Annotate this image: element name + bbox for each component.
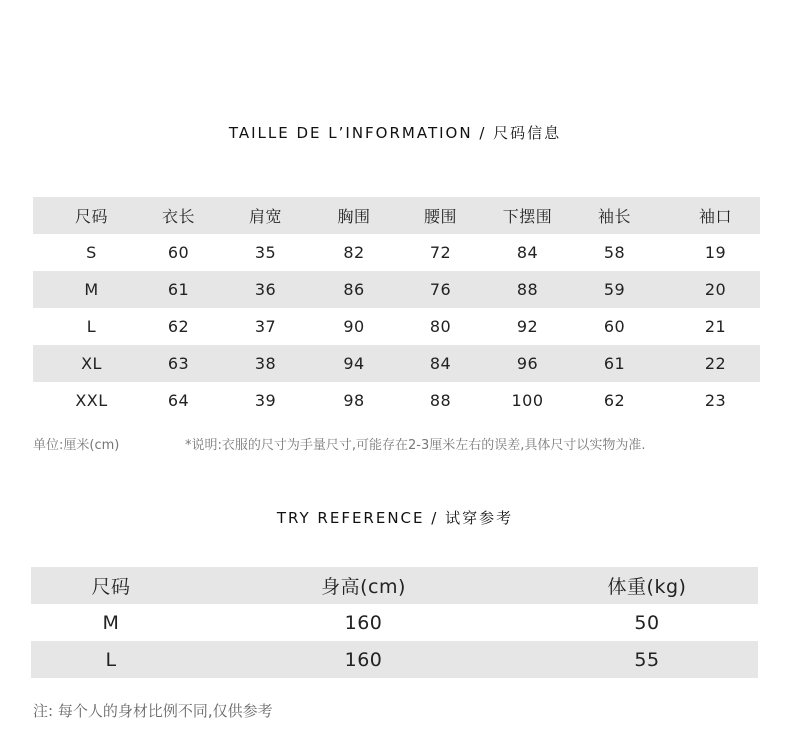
table-cell: 61 xyxy=(167,280,190,299)
table-row xyxy=(33,345,760,382)
table-cell: L xyxy=(86,317,97,336)
table-cell: 76 xyxy=(429,280,452,299)
header-hem: 下摆围 xyxy=(502,207,553,226)
header-size: 尺码 xyxy=(91,576,131,598)
size-table-header-row xyxy=(33,197,760,234)
table-cell: 61 xyxy=(603,354,626,373)
table-cell: 20 xyxy=(704,280,727,299)
table-cell: 84 xyxy=(429,354,452,373)
table-cell: 55 xyxy=(634,648,660,671)
table-cell: 62 xyxy=(167,317,190,336)
table-cell: 84 xyxy=(516,243,539,262)
header-shoulder: 肩宽 xyxy=(248,207,282,226)
table-cell: 72 xyxy=(429,243,452,262)
table-cell: XL xyxy=(81,354,102,373)
header-height: 身高(cm) xyxy=(321,576,406,598)
table-cell: M xyxy=(84,280,99,299)
header-length: 衣长 xyxy=(161,207,195,226)
try-reference-title: TRY REFERENCE / 试穿参考 xyxy=(276,509,514,527)
table-row xyxy=(31,604,758,641)
table-cell: 82 xyxy=(343,243,365,262)
header-cuff: 袖口 xyxy=(698,207,732,226)
table-cell: XXL xyxy=(75,391,108,410)
table-cell: 160 xyxy=(344,611,383,634)
table-cell: 96 xyxy=(516,354,539,373)
table-cell: 23 xyxy=(704,391,727,410)
table-cell: 64 xyxy=(167,391,190,410)
table-cell: 60 xyxy=(167,243,190,262)
table-cell: 160 xyxy=(344,648,383,671)
table-cell: 37 xyxy=(254,317,277,336)
table-cell: 22 xyxy=(704,354,727,373)
try-table-header-row xyxy=(31,567,758,604)
table-row xyxy=(33,234,760,271)
table-cell: 35 xyxy=(254,243,277,262)
table-cell: 92 xyxy=(516,317,539,336)
header-weight: 体重(kg) xyxy=(607,576,687,598)
measurement-disclaimer: *说明:衣服的尺寸为手量尺寸,可能存在2-3厘米左右的误差,具体尺寸以实物为准. xyxy=(185,438,646,453)
table-cell: 98 xyxy=(343,391,365,410)
try-reference-table xyxy=(31,567,758,678)
table-cell: 88 xyxy=(429,391,452,410)
header-chest: 胸围 xyxy=(337,207,371,226)
header-size: 尺码 xyxy=(74,207,108,226)
table-cell: 36 xyxy=(254,280,277,299)
fit-footnote: 注: 每个人的身材比例不同,仅供参考 xyxy=(33,702,273,720)
table-cell: M xyxy=(102,611,120,634)
table-cell: 21 xyxy=(704,317,727,336)
table-cell: 58 xyxy=(603,243,626,262)
table-cell: 100 xyxy=(511,391,544,410)
table-row xyxy=(33,271,760,308)
size-info-title: TAILLE DE L’INFORMATION / 尺码信息 xyxy=(228,124,562,142)
table-cell: 88 xyxy=(516,280,539,299)
unit-note: 单位:厘米(cm) xyxy=(33,438,120,453)
table-cell: 19 xyxy=(704,243,727,262)
header-sleeve-length: 袖长 xyxy=(597,207,631,226)
table-cell: 62 xyxy=(603,391,626,410)
table-cell: 90 xyxy=(343,317,365,336)
table-row xyxy=(33,308,760,345)
table-cell: 50 xyxy=(634,611,660,634)
table-cell: S xyxy=(86,243,97,262)
table-cell: 94 xyxy=(343,354,365,373)
table-cell: 39 xyxy=(254,391,277,410)
table-cell: 80 xyxy=(429,317,452,336)
table-cell: 59 xyxy=(603,280,626,299)
table-cell: 86 xyxy=(343,280,365,299)
table-cell: L xyxy=(105,648,117,671)
size-table xyxy=(33,197,760,419)
table-cell: 63 xyxy=(167,354,190,373)
table-row xyxy=(33,382,760,419)
table-cell: 38 xyxy=(254,354,277,373)
table-row xyxy=(31,641,758,678)
header-waist: 腰围 xyxy=(423,207,457,226)
table-cell: 60 xyxy=(603,317,626,336)
